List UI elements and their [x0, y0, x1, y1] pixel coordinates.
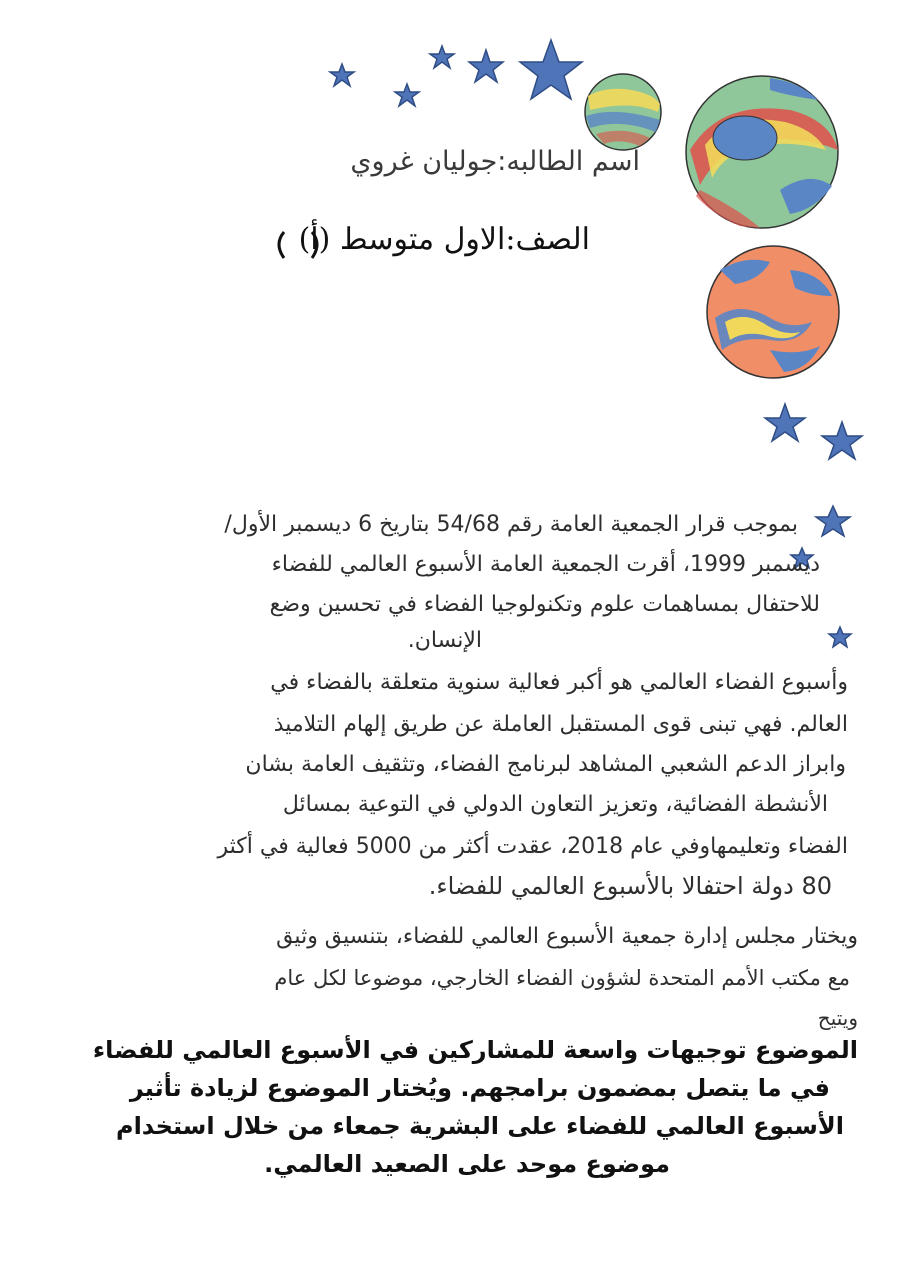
- text-line: العالم. فهي تبنى قوى المستقبل العاملة عن طريق إلهام التلاميذ: [273, 712, 848, 737]
- text-line: ويختار مجلس إدارة جمعية الأسبوع العالمي للفضاء، بتنسيق وثيق: [276, 924, 858, 949]
- text-line: ديسمبر 1999، أقرت الجمعية العامة الأسبوع العالمي للفضاء: [271, 552, 820, 577]
- student-name: اسم الطالبه:جوليان غروي: [350, 146, 640, 177]
- student-class: الصف:الاول متوسط (أ): [298, 222, 590, 257]
- bold-text-line: الموضوع توجيهات واسعة للمشاركين في الأسبوع العالمي للفضاء: [92, 1036, 858, 1064]
- bold-text-line: الأسبوع العالمي للفضاء على البشرية جمعاء من خلال استخدام: [115, 1112, 844, 1140]
- text-line: ويتيح: [817, 1006, 858, 1030]
- text-line: وابراز الدعم الشعبي المشاهد لبرنامج الفضاء، وتثقيف العامة بشان: [245, 752, 846, 777]
- text-line: الفضاء وتعليمهاوفي عام 2018، عقدت أكثر من 5000 فعالية في أكثر: [217, 834, 848, 859]
- text-line: مع مكتب الأمم المتحدة لشؤون الفضاء الخارجي، موضوعا لكل عام: [274, 966, 850, 990]
- text-line: بموجب قرار الجمعية العامة رقم 54/68 بتاريخ 6 ديسمبر الأول/: [224, 512, 798, 537]
- bold-text-line: موضوع موحد على الصعيد العالمي.: [264, 1150, 670, 1178]
- text-line: الإنسان.: [407, 628, 482, 653]
- text-line: الأنشطة الفضائية، وتعزيز التعاون الدولي في التوعية بمسائل: [282, 792, 828, 817]
- text-line: وأسبوع الفضاء العالمي هو أكبر فعالية سنوية متعلقة بالفضاء في: [270, 670, 848, 695]
- text-line: للاحتفال بمساهمات علوم وتكنولوجيا الفضاء في تحسين وضع: [269, 592, 820, 617]
- bold-text-line: في ما يتصل بمضمون برامجهم. ويُختار الموضوع لزيادة تأثير: [129, 1074, 830, 1102]
- text-line: 80 دولة احتفالا بالأسبوع العالمي للفضاء.: [428, 872, 832, 900]
